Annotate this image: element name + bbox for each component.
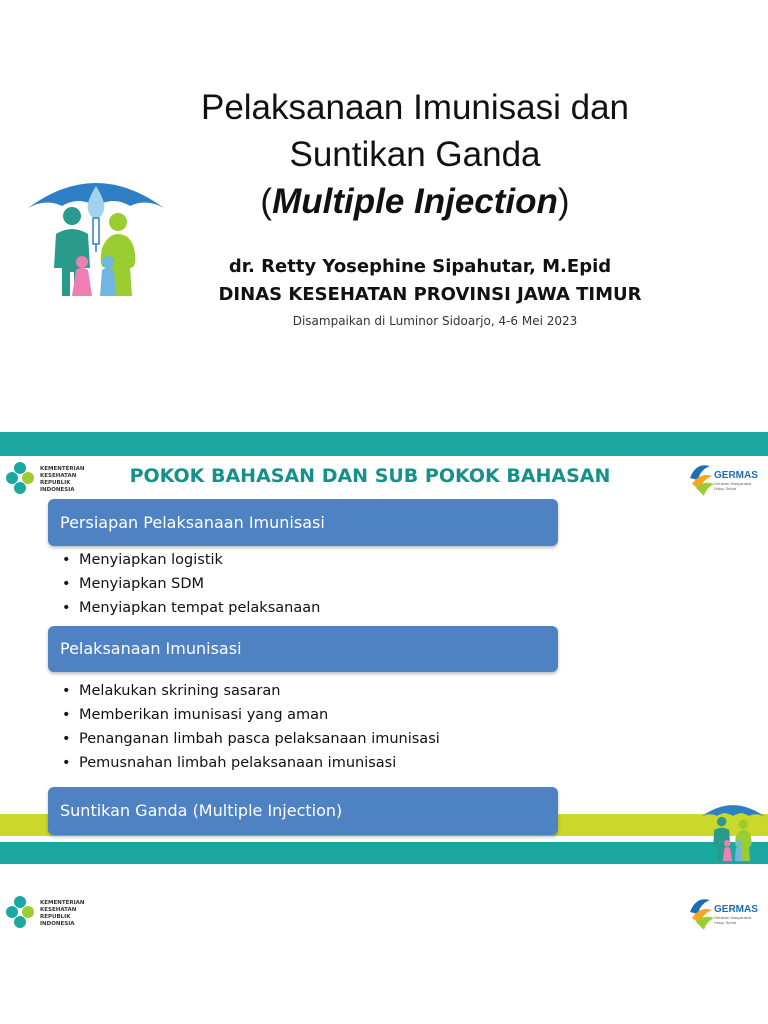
germas-tagline-2: Hidup Sehat (714, 486, 737, 491)
section-title: POKOK BAHASAN DAN SUB POKOK BAHASAN (129, 465, 611, 487)
germas-tagline-1: Gerakan Masyarakat (714, 481, 752, 486)
list-item: • Menyiapkan tempat pelaksanaan (62, 596, 320, 620)
kemenkes-line-4: INDONESIA (40, 921, 75, 927)
list-item: • Memberikan imunisasi yang aman (62, 703, 440, 727)
list-item: • Pemusnahan limbah pelaksanaan imunisasi (62, 751, 440, 775)
kemenkes-line-2: KESEHATAN (40, 907, 77, 913)
title-line-1: Pelaksanaan Imunisasi dan (200, 88, 630, 127)
germas-label: GERMAS (714, 470, 758, 481)
next-slide-partial (0, 864, 768, 1024)
section-header-persiapan: Persiapan Pelaksanaan Imunisasi (48, 499, 558, 546)
topics-slide (0, 432, 768, 864)
list-persiapan (62, 548, 320, 620)
germas-tagline-2: Hidup Sehat (714, 920, 737, 925)
slide-title (160, 84, 670, 225)
kemenkes-line-3: REPUBLIK (40, 914, 71, 920)
family-umbrella-small-icon (700, 797, 766, 864)
title-line-2: Suntikan Ganda (289, 135, 541, 174)
list-item: • Menyiapkan logistik (62, 548, 320, 572)
title-emphasis: Multiple Injection (272, 182, 558, 221)
kemenkes-line-4: INDONESIA (40, 487, 75, 493)
top-teal-band (0, 432, 768, 456)
list-item: • Melakukan skrining sasaran (62, 679, 440, 703)
kemenkes-line-3: REPUBLIK (40, 480, 71, 486)
kemenkes-line-2: KESEHATAN (40, 473, 77, 479)
paren-open: ( (260, 182, 273, 221)
list-item: • Penanganan limbah pasca pelaksanaan imunisasi (62, 727, 440, 751)
bottom-teal-band (0, 842, 768, 864)
section-header-suntikan-ganda: Suntikan Ganda (Multiple Injection) (48, 787, 558, 835)
kemenkes-logo-icon (4, 894, 114, 930)
author-name: dr. Retty Yosephine Sipahutar, M.Epid (228, 256, 612, 277)
germas-logo-icon (686, 458, 766, 498)
event-info: Disampaikan di Luminor Sidoarjo, 4-6 Mei 2023 (292, 314, 578, 328)
agency-name: DINAS KESEHATAN PROVINSI JAWA TIMUR (218, 284, 642, 305)
germas-label: GERMAS (714, 904, 758, 915)
list-pelaksanaan (62, 679, 440, 775)
kemenkes-line-1: KEMENTERIAN (40, 466, 85, 472)
kemenkes-logo-icon (4, 460, 114, 496)
list-item: • Menyiapkan SDM (62, 572, 320, 596)
paren-close: ) (557, 182, 570, 221)
germas-tagline-1: Gerakan Masyarakat (714, 915, 752, 920)
family-umbrella-icon (26, 168, 166, 308)
germas-logo-icon (686, 892, 766, 932)
kemenkes-line-1: KEMENTERIAN (40, 900, 85, 906)
section-header-pelaksanaan: Pelaksanaan Imunisasi (48, 626, 558, 672)
title-line-3 (160, 178, 670, 225)
title-slide (0, 0, 768, 430)
